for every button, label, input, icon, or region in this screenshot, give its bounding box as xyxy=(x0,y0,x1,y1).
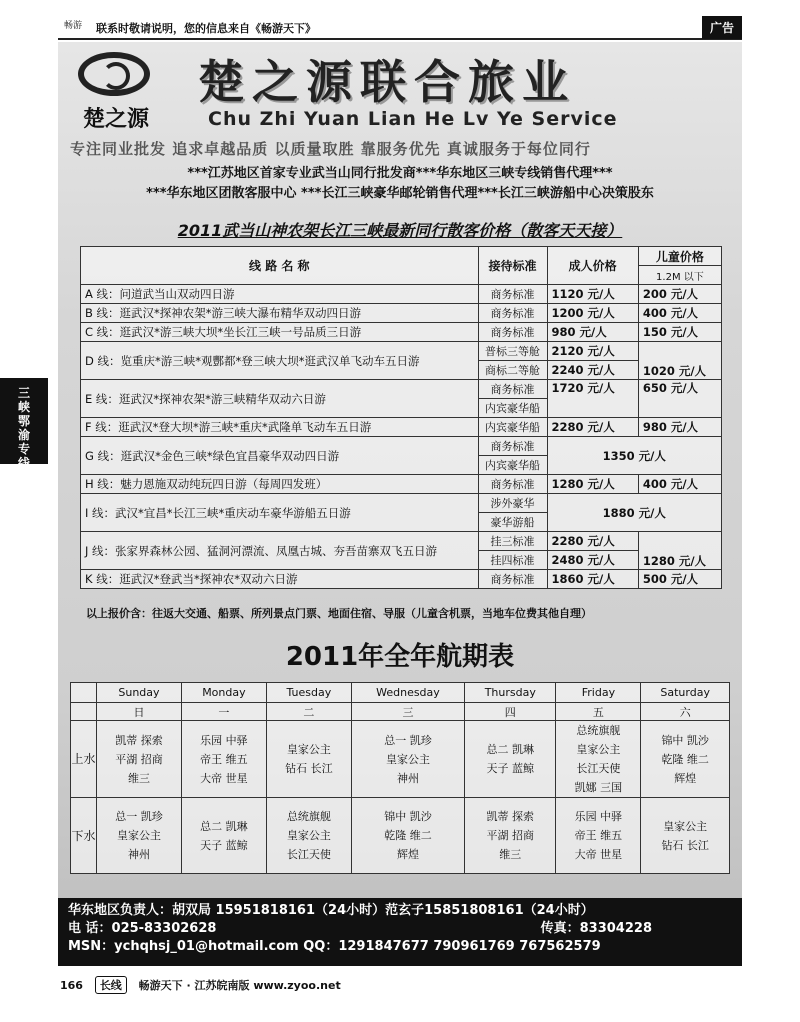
day-en: Thursday xyxy=(465,683,556,703)
route-standard: 商务标准 xyxy=(478,304,547,323)
ad-tag: 广告 xyxy=(702,16,742,39)
child-price: 400 元/人 xyxy=(638,475,721,494)
child-price: 500 元/人 xyxy=(638,570,721,589)
schedule-cell: 总统旗舰 皇家公主 长江天使 xyxy=(266,798,351,874)
source-notice: 联系时敬请说明，您的信息来自《畅游天下》 xyxy=(96,22,316,35)
schedule-cell: 凯蒂 探索 平湖 招商 维三 xyxy=(97,721,182,798)
child-price: 650 元/人 xyxy=(638,380,721,418)
child-price: 400 元/人 xyxy=(638,304,721,323)
adult-price: 2120 元/人 xyxy=(547,342,638,361)
route-standard: 挂四标准 xyxy=(478,551,547,570)
schedule-cell: 乐园 中驿 帝王 维五 大帝 世星 xyxy=(181,721,266,798)
price-header-row xyxy=(81,247,722,266)
day-en: Monday xyxy=(181,683,266,703)
day-cn: 一 xyxy=(181,703,266,721)
adult-price: 2240 元/人 xyxy=(547,361,638,380)
logo-swirl-icon xyxy=(78,52,150,96)
table-row xyxy=(81,304,722,323)
day-cn: 五 xyxy=(556,703,641,721)
upstream-row xyxy=(71,721,730,798)
route-name: K 线：逛武汉*登武当*探神农*双动六日游 xyxy=(81,570,479,589)
route-standard: 内宾豪华船 xyxy=(478,456,547,475)
child-price: 200 元/人 xyxy=(638,285,721,304)
weekday-cn-row xyxy=(71,703,730,721)
adult-price: 1280 元/人 xyxy=(547,475,638,494)
child-price: 1280 元/人 xyxy=(638,532,721,570)
schedule-cell: 总二 凯琳 天子 蓝鲸 xyxy=(181,798,266,874)
page-number: 166 xyxy=(60,979,83,992)
side-tab-text: 三峡鄂渝专线 xyxy=(17,386,30,470)
contact-phone-fax xyxy=(68,920,732,938)
adult-price: 2280 元/人 xyxy=(547,418,638,437)
route-name: G 线：逛武汉*金色三峡*绿色宜昌豪华双动四日游 xyxy=(81,437,479,475)
route-name: E 线：逛武汉*探神农架*游三峡精华双动六日游 xyxy=(81,380,479,418)
schedule-cell: 锦中 凯沙 乾隆 维二 辉煌 xyxy=(641,721,730,798)
adult-price: 980 元/人 xyxy=(547,323,638,342)
table-row xyxy=(81,285,722,304)
sailing-schedule-table xyxy=(70,682,730,874)
route-name: B 线：逛武汉*探神农架*游三峡大瀑布精华双动四日游 xyxy=(81,304,479,323)
child-header: 儿童价格 xyxy=(638,247,721,266)
contact-block xyxy=(58,898,742,966)
route-standard: 挂三标准 xyxy=(478,532,547,551)
combined-price: 1350 元/人 xyxy=(547,437,721,475)
schedule-cell: 锦中 凯沙 乾隆 维二 辉煌 xyxy=(351,798,464,874)
page-footer xyxy=(60,976,740,996)
child-price: 980 元/人 xyxy=(638,418,721,437)
route-name: H 线：魅力恩施双动纯玩四日游（每周四发班） xyxy=(81,475,479,494)
adult-price: 1120 元/人 xyxy=(547,285,638,304)
adult-price: 1200 元/人 xyxy=(547,304,638,323)
route-standard: 普标三等舱 xyxy=(478,342,547,361)
day-en: Sunday xyxy=(97,683,182,703)
schedule-cell: 总一 凯珍 皇家公主 神州 xyxy=(351,721,464,798)
standard-header: 接待标准 xyxy=(478,247,547,285)
table-row xyxy=(81,494,722,513)
schedule-cell: 总统旗舰 皇家公主 长江天使 凯娜 三国 xyxy=(556,721,641,798)
child-price: 1020 元/人 xyxy=(638,342,721,380)
route-standard: 商标二等舱 xyxy=(478,361,547,380)
route-name: C 线：逛武汉*游三峡大坝*坐长江三峡一号品质三日游 xyxy=(81,323,479,342)
company-logo xyxy=(68,50,164,134)
route-standard: 涉外豪华 xyxy=(478,494,547,513)
adult-price: 2480 元/人 xyxy=(547,551,638,570)
child-note: 1.2M 以下 xyxy=(638,266,721,285)
publication-name: 畅游天下 · 江苏皖南版 www.zyoo.net xyxy=(138,979,341,992)
schedule-cell: 总二 凯琳 天子 蓝鲸 xyxy=(465,721,556,798)
strapline-1: ***江苏地区首家专业武当山同行批发商***华东地区三峡专线销售代理*** xyxy=(187,166,613,181)
route-standard: 豪华游船 xyxy=(478,513,547,532)
route-standard: 内宾豪华船 xyxy=(478,399,547,418)
route-standard: 商务标准 xyxy=(478,475,547,494)
company-slogan: 专注同业批发 追求卓越品质 以质量取胜 靠服务优先 真诚服务于每位同行 xyxy=(70,140,591,158)
adult-price: 1720 元/人 xyxy=(547,380,638,418)
price-headline: 2011武当山神农架长江三峡最新同行散客价格（散客天天接） xyxy=(177,221,623,240)
route-standard: 商务标准 xyxy=(478,380,547,399)
adult-price: 2280 元/人 xyxy=(547,532,638,551)
day-cn: 六 xyxy=(641,703,730,721)
route-header: 线 路 名 称 xyxy=(81,247,479,285)
price-table xyxy=(80,246,722,589)
contact-online: MSN：ychqhsj_01@hotmail.com QQ：1291847677 790961769 767562579 xyxy=(68,939,601,954)
weekday-en-row xyxy=(71,683,730,703)
publisher-logo: 畅游 xyxy=(63,21,82,31)
day-en: Wednesday xyxy=(351,683,464,703)
day-cn: 二 xyxy=(266,703,351,721)
day-en: Tuesday xyxy=(266,683,351,703)
child-price: 150 元/人 xyxy=(638,323,721,342)
schedule-cell: 乐园 中驿 帝王 维五 大帝 世星 xyxy=(556,798,641,874)
contact-phone: 电 话：025-83302628 xyxy=(68,921,217,936)
contact-fax: 传真：83304228 xyxy=(540,921,652,936)
route-standard: 商务标准 xyxy=(478,570,547,589)
day-cn: 日 xyxy=(97,703,182,721)
schedule-cell: 皇家公主 钻石 长江 xyxy=(266,721,351,798)
contact-persons: 华东地区负责人：胡双局 15951818161（24小时）范玄子15851808161（24小时） xyxy=(68,903,594,918)
top-banner xyxy=(58,14,742,40)
route-standard: 内宾豪华船 xyxy=(478,418,547,437)
price-includes-note: 以上报价含：往返大交通、船票、所列景点门票、地面住宿、导服（儿童含机票，当地车位费其他自理） xyxy=(86,607,592,620)
schedule-title: 2011年全年航期表 xyxy=(285,642,515,672)
route-name: D 线：览重庆*游三峡*观酆都*登三峡大坝*逛武汉单飞动车五日游 xyxy=(81,342,479,380)
route-name: J 线：张家界森林公园、猛洞河漂流、凤凰古城、夯吾苗寨双飞五日游 xyxy=(81,532,479,570)
table-row xyxy=(81,342,722,361)
route-name: A 线：问道武当山双动四日游 xyxy=(81,285,479,304)
downstream-label: 下水 xyxy=(71,798,97,874)
day-cn: 四 xyxy=(465,703,556,721)
table-row xyxy=(81,475,722,494)
schedule-cell: 皇家公主 钻石 长江 xyxy=(641,798,730,874)
corner-cell xyxy=(71,703,97,721)
advertisement-panel xyxy=(58,42,742,966)
day-en: Saturday xyxy=(641,683,730,703)
route-standard: 商务标准 xyxy=(478,437,547,456)
section-label: 长线 xyxy=(95,976,127,994)
corner-cell xyxy=(71,683,97,703)
logo-name: 楚之源 xyxy=(82,106,149,132)
adult-header: 成人价格 xyxy=(547,247,638,285)
table-row xyxy=(81,380,722,399)
table-row xyxy=(81,437,722,456)
schedule-cell: 总一 凯珍 皇家公主 神州 xyxy=(97,798,182,874)
route-standard: 商务标准 xyxy=(478,285,547,304)
table-row xyxy=(81,532,722,551)
upstream-label: 上水 xyxy=(71,721,97,798)
route-name: F 线：逛武汉*登大坝*游三峡*重庆*武隆单飞动车五日游 xyxy=(81,418,479,437)
downstream-row xyxy=(71,798,730,874)
table-row xyxy=(81,570,722,589)
adult-price: 1860 元/人 xyxy=(547,570,638,589)
company-title: 楚之源联合旅业 xyxy=(198,55,576,109)
company-title-en: Chu Zhi Yuan Lian He Lv Ye Service xyxy=(208,108,618,130)
section-side-tab xyxy=(0,378,48,470)
combined-price: 1880 元/人 xyxy=(547,494,721,532)
day-en: Friday xyxy=(556,683,641,703)
table-row xyxy=(81,418,722,437)
route-name: I 线：武汉*宜昌*长江三峡*重庆动车豪华游船五日游 xyxy=(81,494,479,532)
day-cn: 三 xyxy=(351,703,464,721)
strapline-2: ***华东地区团散客服中心 ***长江三峡豪华邮轮销售代理***长江三峡游船中心决策股东 xyxy=(146,186,654,201)
table-row xyxy=(81,323,722,342)
route-standard: 商务标准 xyxy=(478,323,547,342)
schedule-cell: 凯蒂 探索 平湖 招商 维三 xyxy=(465,798,556,874)
